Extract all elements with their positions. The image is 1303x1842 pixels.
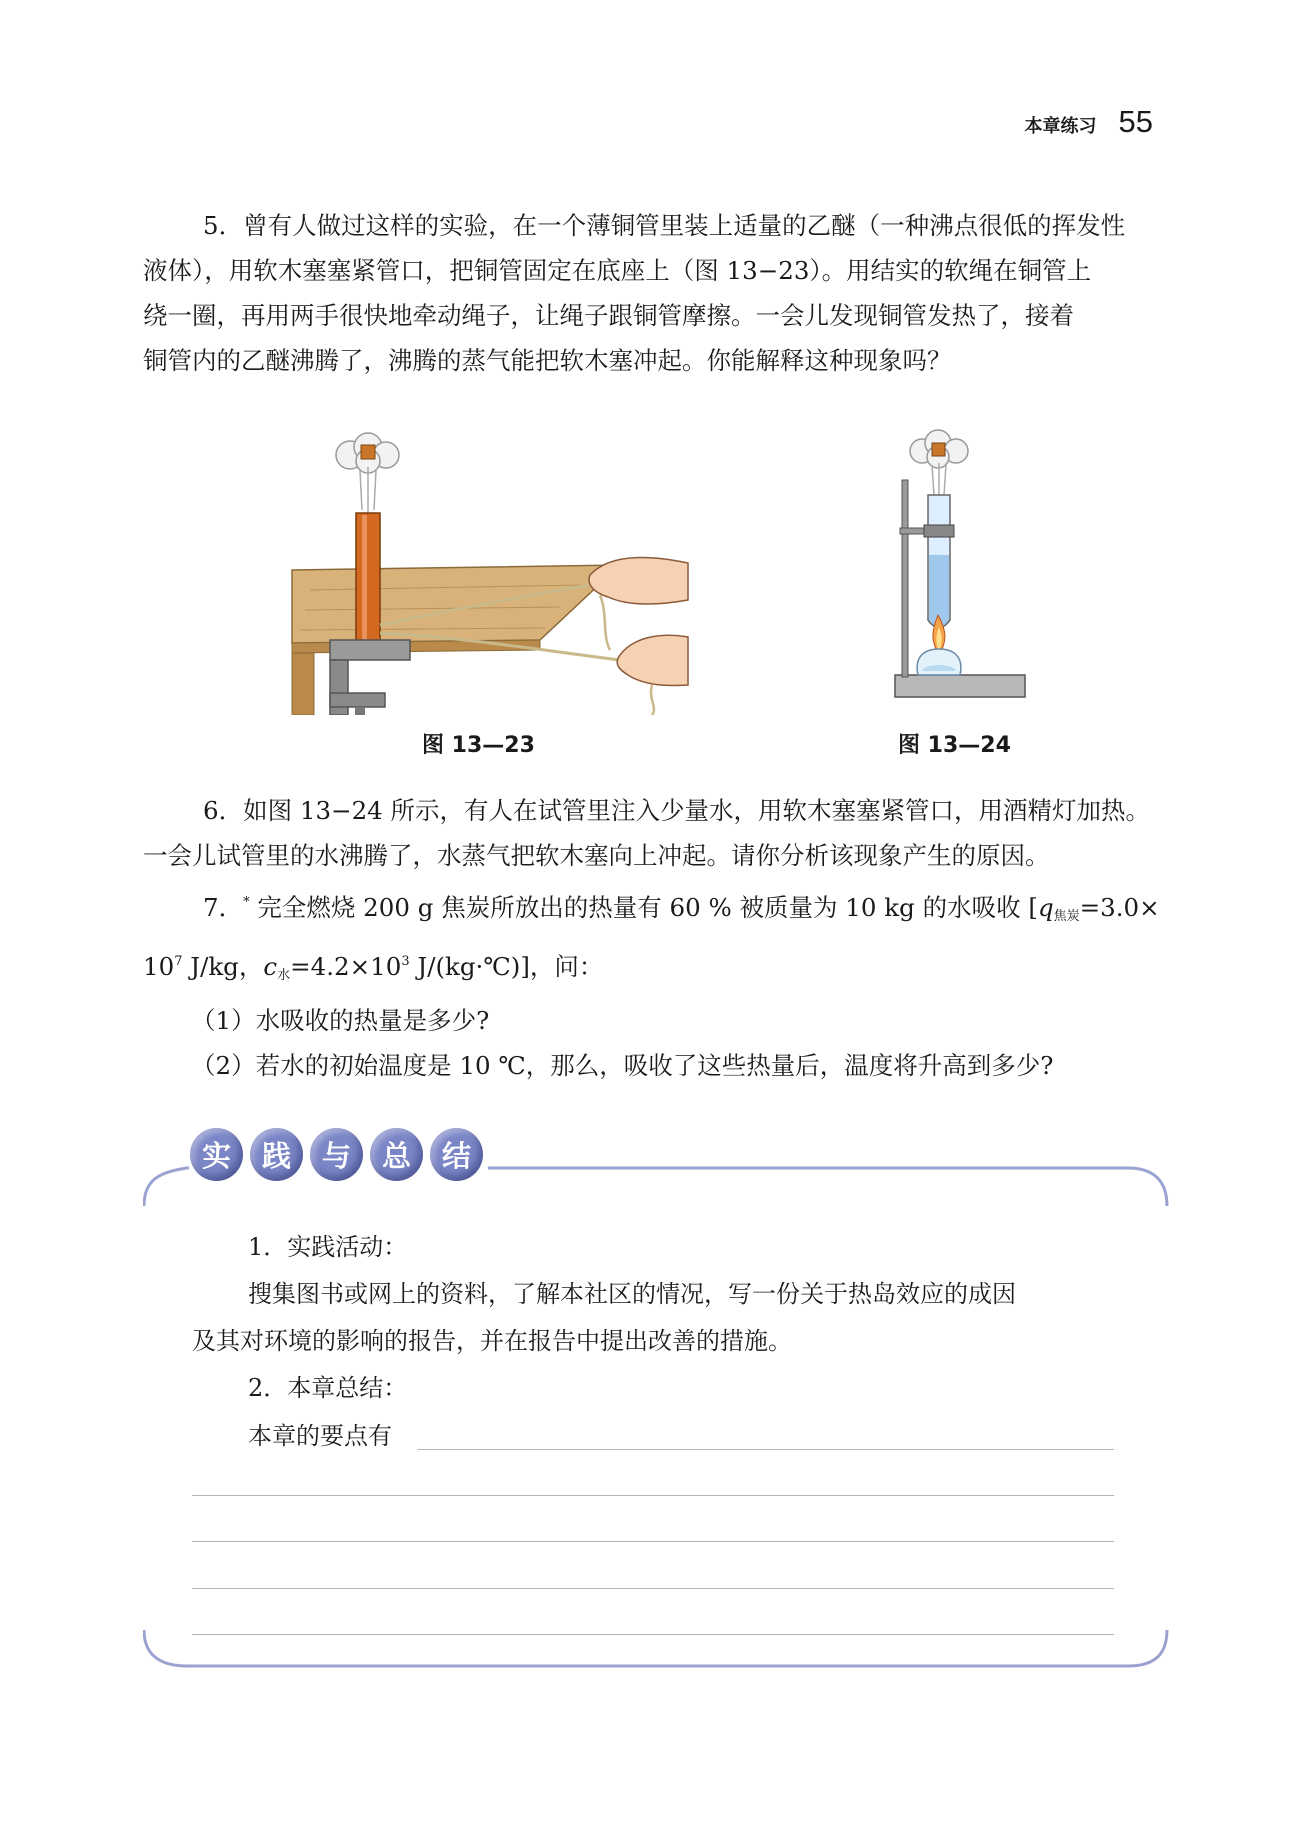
- q7-line-1: 7．* 完全燃烧 200 g 焦炭所放出的热量有 60 % 被质量为 10 kg 的水吸收 [$q_{焦炭}=3.0\times$: [203, 893, 1160, 924]
- practice-summary-title: [190, 1128, 483, 1181]
- answer-line[interactable]: [192, 1495, 1114, 1496]
- summary-prompt: 本章的要点有: [248, 1422, 392, 1450]
- q5-line-4: 铜管内的乙醚沸腾了，沸腾的蒸气能把软木塞冲起。你能解释这种现象吗？: [143, 346, 952, 375]
- figure-13-23-caption: 图 13—23: [422, 733, 535, 758]
- hand-icon: [589, 557, 688, 604]
- q7-line-2: $10^7$ J/kg，$c_水=4.2\times 10^3$ J/(kg·℃)]，问：: [143, 952, 604, 983]
- chapter-label: 本章练习: [1024, 116, 1097, 137]
- figure-13-23-illustration: [290, 425, 690, 715]
- page-number: 55: [1118, 104, 1153, 139]
- answer-line[interactable]: [192, 1588, 1114, 1589]
- title-char-4: 总: [370, 1128, 423, 1181]
- hand-icon: [617, 635, 688, 685]
- q6-line-1: 6．如图 13−24 所示，有人在试管里注入少量水，用软木塞塞紧管口，用酒精灯加热。: [203, 796, 1151, 825]
- answer-line[interactable]: [192, 1634, 1114, 1635]
- q5-line-1: 5．曾有人做过这样的实验，在一个薄铜管里装上适量的乙醚（一种沸点很低的挥发性: [203, 211, 1126, 240]
- title-char-1: 实: [190, 1128, 243, 1181]
- q6-line-2: 一会儿试管里的水沸腾了，水蒸气把软木塞向上冲起。请你分析该现象产生的原因。: [143, 841, 1050, 870]
- q7-sub-1: （1）水吸收的热量是多少?: [191, 1006, 490, 1035]
- question-6: [143, 788, 1170, 878]
- question-5: [143, 203, 1170, 383]
- q5-line-2: 液体），用软木塞塞紧管口，把铜管固定在底座上（图 13−23）。用结实的软绳在铜管上: [143, 256, 1092, 285]
- question-7: [143, 880, 1170, 1088]
- title-char-2: 践: [250, 1128, 303, 1181]
- optional-star: *: [243, 895, 250, 910]
- practice-item-1-line-1: 搜集图书或网上的资料，了解本社区的情况，写一份关于热岛效应的成因: [248, 1280, 1016, 1308]
- q5-line-3: 绕一圈，再用两手很快地牵动绳子，让绳子跟铜管摩擦。一会儿发现铜管发热了，接着: [143, 301, 1074, 330]
- figure-13-24-caption: 图 13—24: [898, 733, 1011, 758]
- title-char-5: 结: [430, 1128, 483, 1181]
- practice-item-2-title: 2．本章总结：: [248, 1374, 408, 1402]
- practice-item-1-line-2: 及其对环境的影响的报告，并在报告中提出改善的措施。: [192, 1327, 792, 1355]
- practice-item-1-title: 1．实践活动：: [248, 1233, 408, 1261]
- figure-13-24-illustration: [880, 425, 1040, 715]
- title-char-3: 与: [310, 1128, 363, 1181]
- answer-line[interactable]: [418, 1449, 1114, 1450]
- q7-sub-2: （2）若水的初始温度是 10 ℃，那么，吸收了这些热量后，温度将升高到多少?: [191, 1051, 1054, 1080]
- page-header: [1025, 104, 1153, 140]
- answer-line[interactable]: [192, 1541, 1114, 1542]
